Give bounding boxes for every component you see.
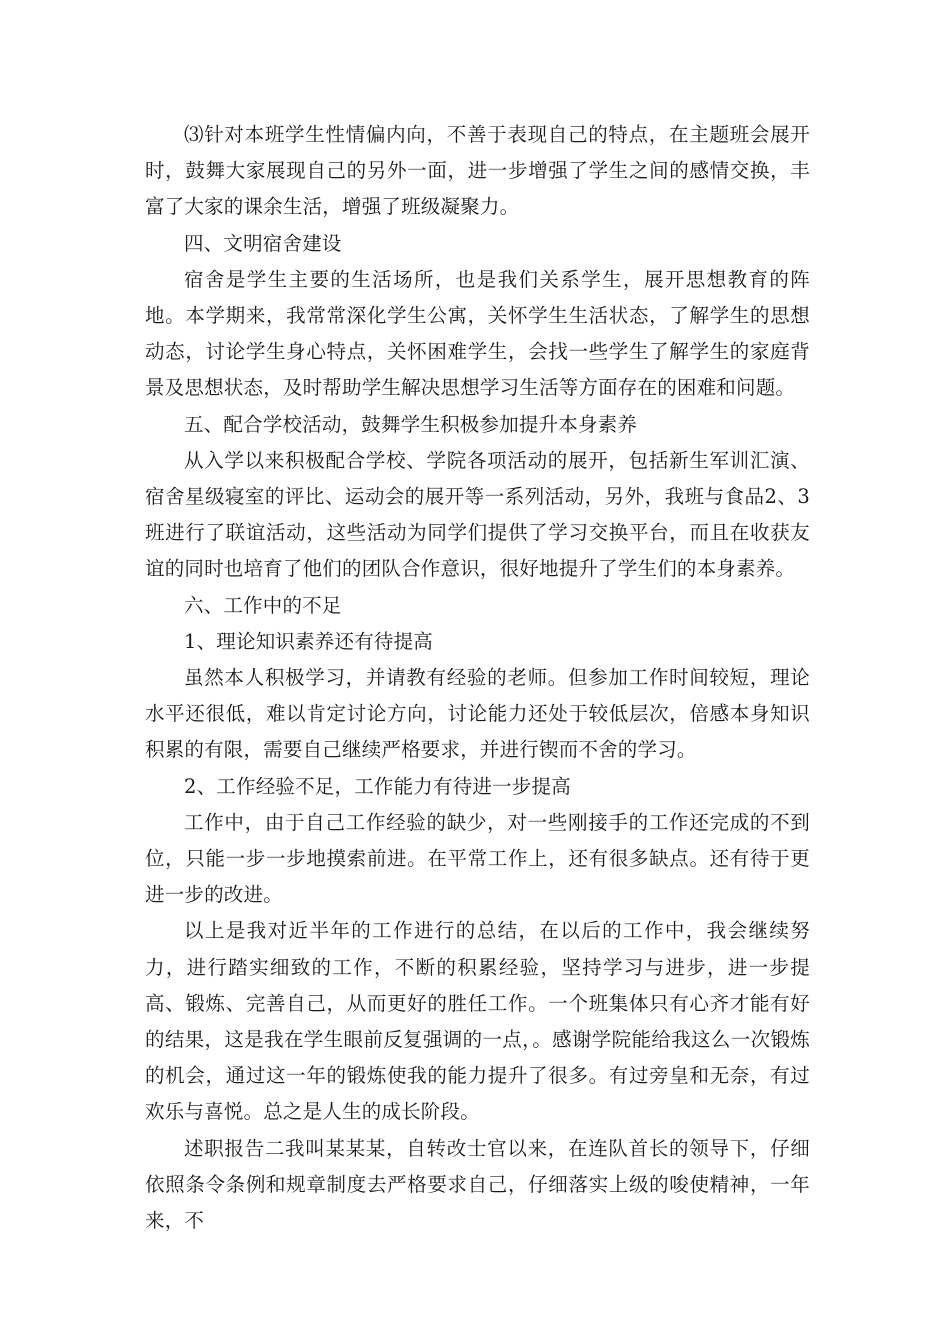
paragraph-school-activities: 从入学以来积极配合学校、学院各项活动的展开，包括新生军训汇演、宿舍星级寝室的评比、运动会的展开等一系列活动，另外，我班与食品2、3班进行了联谊活动，这些活动为同学们提供了学习交换平台，而且在收获友谊的同时也培育了他们的团队合作意识，很好地提升了学生们的本身素养。 [145,448,810,581]
paragraph-summary: 以上是我对近半年的工作进行的总结，在以后的工作中，我会继续努力，进行踏实细致的工作，不断的积累经验，坚持学习与进步，进一步提高、锻炼、完善自己，从而更好的胜任工作。一个班集体只有心齐才能有好的结果，这是我在学生眼前反复强调的一点，。感谢学院能给我这么一次锻炼的机会，通过这一年的锻炼使我的能力提升了很多。有过旁皇和无奈，有过欢乐与喜悦。总之是人生的成长阶段。 [145,919,810,1124]
paragraph-experience: 工作中，由于自己工作经验的缺少，对一些刚接手的工作还完成的不到位，只能一步一步地摸索前进。在平常工作上，还有很多缺点。还有待于更进一步的改进。 [145,810,810,907]
subheading-experience: 2、工作经验不足，工作能力有待进一步提高 [184,774,571,798]
paragraph-dormitory: 宿舍是学生主要的生活场所，也是我们关系学生，展开思想教育的阵地。本学期来，我常常深化学生公寓，关怀学生生活状态，了解学生的思想动态，讨论学生身心特点，关怀困难学生，会找一些学生了解学生的家庭背景及思想状态，及时帮助学生解决思想学习生活等方面存在的困难和问题。 [145,267,810,400]
heading-school-activities: 五、配合学校活动，鼓舞学生积极参加提升本身素养 [184,412,638,436]
heading-dormitory: 四、文明宿舍建设 [184,231,342,255]
paragraph-theory: 虽然本人积极学习，并请教有经验的老师。但参加工作时间较短，理论水平还很低，难以肯定讨论方向，讨论能力还处于较低层次，倍感本身知识积累的有限，需要自己继续严格要求，并进行锲而不舍的学习。 [145,666,810,762]
paragraph-class-meeting: ⑶针对本班学生性情偏内向，不善于表现自己的特点，在主题班会展开时，鼓舞大家展现自己的另外一面，进一步增强了学生之间的感情交换，丰富了大家的课余生活，增强了班级凝聚力。 [145,123,810,219]
subheading-theory: 1、理论知识素养还有待提高 [184,629,434,653]
paragraph-report-two: 述职报告二我叫某某某，自转改士官以来，在连队首长的领导下，仔细依照条令条例和规章制度去严格要求自己，仔细落实上级的唆使精神，一年来，不 [145,1136,810,1233]
heading-shortcomings: 六、工作中的不足 [184,593,342,617]
document-body [145,117,810,1239]
